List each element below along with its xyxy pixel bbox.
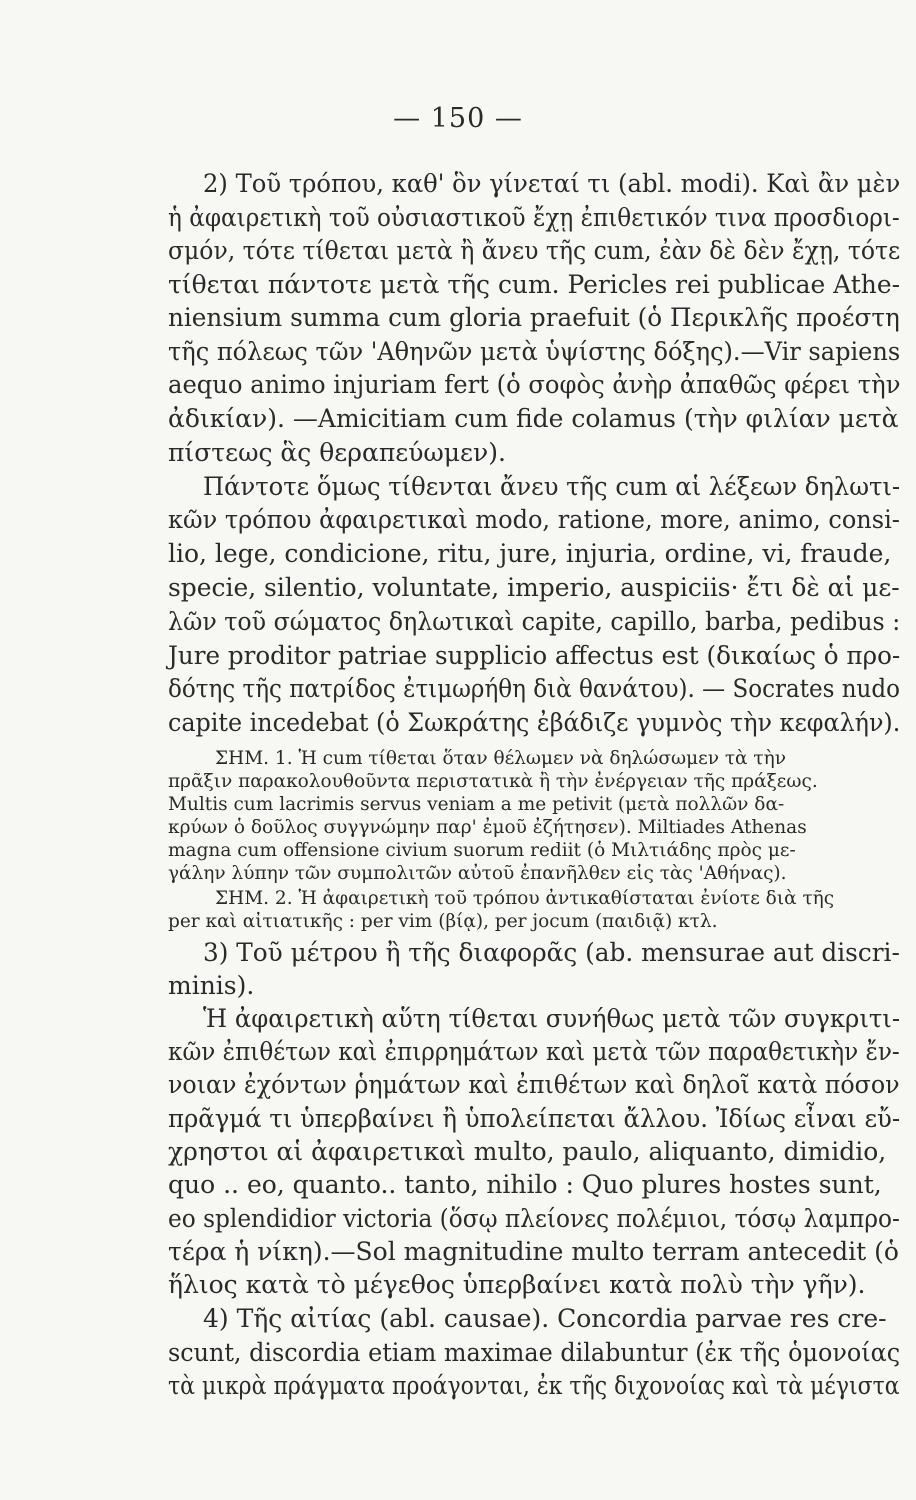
- text-line: minis).: [168, 971, 255, 1000]
- note-line: κρύων ὁ δοῦλος συγγνώμην παρ' ἐμοῦ ἐζήτησεν). Miltiades Athenas: [168, 817, 807, 838]
- text-line: ἡ ἀφαιρετικὴ τοῦ οὐσιαστικοῦ ἔχῃ ἐπιθετικόν τινα προσδιορι-: [168, 203, 900, 232]
- text-line: scunt, discordia etiam maximae dilabuntur (ἐκ τῆς ὁμονοίας: [168, 1338, 901, 1367]
- note-line: γάλην λύπην τῶν συμπολιτῶν αὐτοῦ ἐπανῆλθεν εἰς τὰς 'Αθήνας).: [168, 863, 787, 884]
- text-line: ἀδικίαν). —Amicitiam cum fide colamus (τὴν φιλίαν μετὰ: [168, 404, 899, 433]
- text-line: eo splendidior victoria (ὅσῳ πλείονες πολέμιοι, τόσῳ λαμπρο-: [168, 1204, 900, 1233]
- note-line: Multis cum lacrimis servus veniam a me petivit (μετὰ πολλῶν δα-: [168, 794, 785, 815]
- text-line: lio, lege, condicione, ritu, jure, injuria, ordine, vi, fraude,: [168, 539, 892, 568]
- text-line: τέρα ἡ νίκη).—Sol magnitudine multo terram antecedit (ὁ: [168, 1237, 899, 1266]
- text-line: Jure proditor patriae supplicio affectus est (δικαίως ὁ προ-: [168, 641, 901, 670]
- text-line: τίθεται πάντοτε μετὰ τῆς cum. Pericles rei publicae Athe-: [168, 270, 901, 299]
- note-line: magna cum offensione civium suorum rediit (ὁ Μιλτιάδης πρὸς με-: [168, 840, 796, 861]
- text-line: aequo animo injuriam fert (ὁ σοφὸς ἀνὴρ ἀπαθῶς φέρει τὴν: [168, 370, 901, 399]
- text-line: πίστεως ἃς θεραπεύωμεν).: [168, 438, 506, 467]
- text-line: 4) Τῆς αἰτίας (abl. causae). Concordia parvae res cre-: [203, 1304, 887, 1333]
- text-line: σμόν, τότε τίθεται μετὰ ἢ ἄνευ τῆς cum, ἐὰν δὲ δὲν ἔχῃ, τότε: [168, 236, 901, 265]
- note-line: per καὶ αἰτιατικῆς : per vim (βίᾳ), per jocum (παιδιᾷ) κτλ.: [168, 911, 718, 932]
- text-line: Ἡ ἀφαιρετικὴ αὕτη τίθεται συνήθως μετὰ τῶν συγκριτι-: [203, 1004, 901, 1033]
- text-line: 2) Τοῦ τρόπου, καθ' ὃν γίνεταί τι (abl. modi). Καὶ ἂν μὲν: [203, 169, 901, 198]
- page-number: — 150 —: [393, 103, 523, 134]
- note-line: πρᾶξιν παρακολουθοῦντα περιστατικὰ ἢ τὴν ἐνέργειαν τῆς πράξεως.: [168, 771, 818, 792]
- text-line: νοιαν ἐχόντων ῥημάτων καὶ ἐπιθέτων καὶ δηλοῖ κατὰ πόσον: [168, 1070, 900, 1099]
- text-line: Πάντοτε ὅμως τίθενται ἄνευ τῆς cum αἱ λέξεων δηλωτι-: [203, 472, 901, 501]
- text-line: λῶν τοῦ σώματος δηλωτικαὶ capite, capillo, barba, pedibus :: [168, 607, 901, 636]
- note-line: ΣΗΜ. 1. Ἡ cum τίθεται ὅταν θέλωμεν νὰ δηλώσωμεν τὰ τὴν: [215, 748, 786, 769]
- text-line: πρᾶγμά τι ὑπερβαίνει ἢ ὑπολείπεται ἄλλου. Ἰδίως εἶναι εὔ-: [168, 1104, 901, 1133]
- text-line: quo .. eo, quanto.. tanto, nihilo : Quo plures hostes sunt,: [168, 1170, 882, 1199]
- note-line: ΣΗΜ. 2. Ἡ ἀφαιρετικὴ τοῦ τρόπου ἀντικαθίσταται ἐνίοτε διὰ τῆς: [215, 888, 835, 909]
- text-line: capite incedebat (ὁ Σωκράτης ἐβάδιζε γυμνὸς τὴν κεφαλήν).: [168, 708, 901, 737]
- text-line: niensium summa cum gloria praefuit (ὁ Περικλῆς προέστη: [168, 303, 900, 332]
- text-line: specie, silentio, voluntate, imperio, auspiciis· ἔτι δὲ αἱ με-: [168, 573, 900, 602]
- text-line: δότης τῆς πατρίδος ἐτιμωρήθη διὰ θανάτου). — Socrates nudo: [168, 674, 900, 703]
- text-line: ἥλιος κατὰ τὸ μέγεθος ὑπερβαίνει κατὰ πολὺ τὴν γῆν).: [168, 1270, 866, 1299]
- text-line: τὰ μικρὰ πράγματα προάγονται, ἐκ τῆς διχονοίας καὶ τὰ μέγιστα: [168, 1371, 900, 1400]
- text-line: τῆς πόλεως τῶν 'Αθηνῶν μετὰ ὑψίστης δόξης).—Vir sapiens: [168, 337, 901, 366]
- text-line: 3) Τοῦ μέτρου ἢ τῆς διαφορᾶς (ab. mensurae aut discri-: [203, 938, 900, 967]
- text-line: κῶν τρόπου ἀφαιρετικαὶ modo, ratione, more, animo, consi-: [168, 505, 900, 534]
- text-line: χρηστοι αἱ ἀφαιρετικαὶ multo, paulo, aliquanto, dimidio,: [168, 1137, 887, 1166]
- text-line: κῶν ἐπιθέτων καὶ ἐπιρρημάτων καὶ μετὰ τῶν παραθετικὴν ἔν-: [168, 1037, 900, 1066]
